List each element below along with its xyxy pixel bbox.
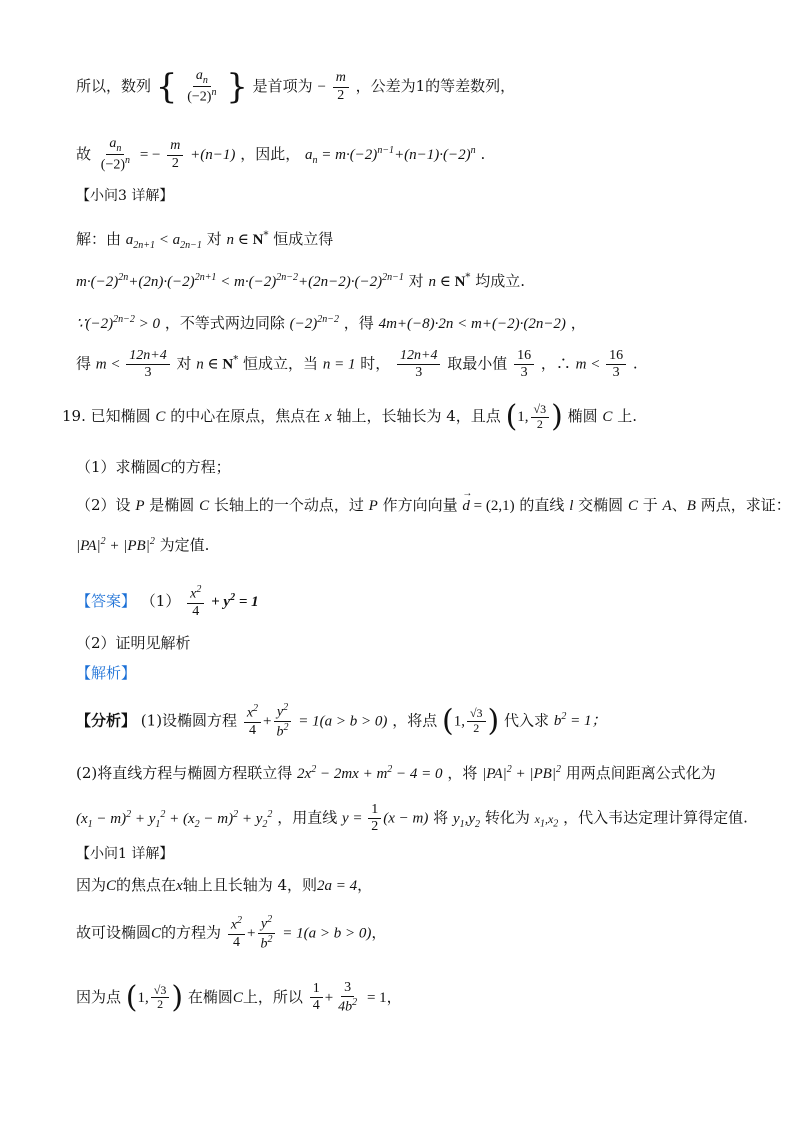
text: 的方程为 — [161, 923, 222, 942]
problem-19-statement — [62, 399, 637, 434]
text: 的中心在原点，焦点在 — [170, 407, 321, 425]
text: ，将 — [447, 764, 478, 782]
text: 转化为 — [484, 808, 530, 827]
math: $|PA|^2 + |PB|^2$ — [76, 536, 155, 554]
text: 的直线 — [519, 496, 565, 514]
text: ， — [371, 923, 387, 942]
paren-right: ) — [487, 703, 500, 739]
text: ， — [357, 876, 373, 894]
math: $(-2)^{2n-2}$ — [289, 314, 339, 332]
section-heading-3 — [76, 188, 173, 205]
math: 4m+(−8)·2n < m+(−2)·(2n−2) — [378, 316, 566, 332]
text: （2）证明见解析 — [76, 634, 191, 652]
fraction: $\frac{x^2}{4}$ — [228, 915, 245, 951]
math: $\because(-2)^{2n-2} > 0$ — [76, 314, 161, 332]
analysis-part-2-cont — [76, 802, 748, 835]
fraction: $\frac{3}{4b^2}$ — [338, 980, 358, 1015]
analysis-tag: 【解析】 — [76, 664, 137, 682]
brace-left: { — [155, 67, 178, 108]
math: n ∈ — [226, 232, 253, 248]
section-heading-1 — [76, 846, 173, 863]
fraction: $\frac{x^2}{4}$ — [244, 703, 261, 739]
analysis-part-2 — [76, 764, 716, 783]
text: (1)设椭圆方程 — [140, 711, 238, 730]
answer-2 — [76, 634, 191, 652]
math: C — [160, 460, 171, 476]
paren-right: ) — [551, 399, 563, 434]
text: 的方程； — [170, 458, 231, 476]
line-inequality — [76, 272, 525, 291]
paren-left: ( — [505, 399, 518, 434]
fraction: $\frac{16}{3}$ — [606, 348, 626, 381]
text: 交椭圆 — [578, 496, 624, 514]
math: * — [465, 272, 471, 283]
text: 得 — [76, 354, 92, 373]
math: C — [155, 409, 166, 425]
line-focus-axis — [76, 876, 372, 895]
fraction: $\frac{a_n}{(-2)^n}$ — [187, 68, 217, 105]
math: $a_n = m\cdot(-2)^{n-1}+(n-1)\cdot(-2)^n$ — [304, 145, 476, 167]
math: = − — [139, 147, 161, 164]
text: 对 — [206, 230, 222, 248]
paren-left: ( — [125, 979, 138, 1015]
fraction: $\frac{m}{2}$ — [167, 138, 183, 171]
math: = 1(a > b > 0) — [282, 925, 372, 942]
text: ， — [570, 314, 586, 332]
text: 将 — [433, 808, 449, 827]
line-divide — [76, 314, 586, 333]
text: 对 — [176, 354, 192, 373]
text: 故 — [76, 145, 92, 164]
text: （2）设 — [76, 496, 131, 514]
paren-right: ) — [171, 979, 184, 1015]
math: $(x_1 - m)^2 + y_1^2 + (x_2 - m)^2 + y_2^2$ — [76, 808, 273, 830]
minus-sign: − — [317, 79, 326, 96]
line-conclusion-m — [76, 348, 638, 381]
analysis-part-1 — [76, 702, 606, 741]
text: . — [632, 354, 638, 373]
text: ，得 — [343, 314, 374, 332]
math: 1, — [453, 713, 465, 730]
math: l — [569, 498, 574, 514]
fraction: $\frac{12n+4}{3}$ — [126, 348, 169, 381]
text: 对 — [408, 272, 424, 290]
math: + — [263, 713, 272, 730]
tag: 【分析】 — [76, 711, 137, 730]
math: n = 1 — [322, 356, 356, 373]
math: m < — [575, 356, 605, 373]
math: n ∈ — [196, 356, 223, 373]
fraction: $\frac{y^2}{b^2}$ — [274, 702, 292, 741]
math: + $y^2 = 1$ — [211, 591, 259, 610]
text: ，因此， — [240, 145, 301, 164]
text: 长轴上的一个动点，过 — [213, 496, 364, 514]
math: N — [454, 274, 466, 290]
math: y = — [341, 810, 367, 827]
text: 取最小值 — [447, 354, 508, 373]
math: N — [222, 356, 234, 373]
fraction: $\frac{12n+4}{3}$ — [397, 348, 440, 381]
text: （1） — [140, 591, 181, 610]
math: P — [135, 498, 145, 514]
answer-1 — [76, 584, 259, 620]
brace-right: } — [226, 67, 248, 108]
text: 于 — [642, 496, 658, 514]
fraction: $\frac{a_n}{(-2)^n}$ — [100, 136, 131, 173]
text: 轴上且长轴为 4，则 — [182, 876, 318, 894]
math: n ∈ — [428, 274, 455, 290]
math: = 1(a > b > 0) — [298, 713, 388, 730]
text: 因为点 — [76, 987, 122, 1006]
heading: 【小问1 详解】 — [76, 846, 174, 862]
line-point-on-ellipse — [76, 980, 402, 1016]
line-solve-start — [76, 230, 333, 252]
math: C — [151, 925, 162, 942]
text: 作方向向量 — [382, 496, 458, 514]
problem-19-part-1 — [76, 458, 231, 477]
text: 的焦点在 — [116, 876, 177, 894]
math: m < — [95, 356, 125, 373]
text: 轴上，长轴长为 4，且点 — [336, 407, 501, 425]
math: $x_1,x_2$ — [534, 811, 559, 829]
math: $2x^2 - 2mx + m^2 - 4 = 0$ — [297, 764, 443, 782]
text: 因为 — [76, 876, 107, 894]
text: 为定值. — [159, 536, 210, 554]
text: 在椭圆 — [187, 987, 233, 1006]
text: 均成立. — [475, 272, 525, 290]
math: $y_1,y_2$ — [452, 810, 481, 830]
problem-19-part-2 — [76, 496, 791, 515]
text: ，公差为1的等差数列， — [355, 77, 516, 96]
math: C — [627, 498, 638, 514]
math: $a_{2n+1} < a_{2n-1}$ — [125, 232, 202, 251]
fraction: $\frac{√3}{2}$ — [151, 984, 170, 1013]
fraction: $\frac{y^2}{b^2}$ — [258, 914, 276, 953]
line-general-term — [76, 136, 485, 174]
math: x — [325, 409, 332, 425]
math: $m\cdot(-2)^{2n}+(2n)\cdot(-2)^{2n+1} < m\cdot(-2)^{2n-2}+(2n-2)\cdot(-2)^{2n-1}$ — [76, 272, 404, 290]
fraction: $\frac{√3}{2}$ — [467, 707, 486, 736]
text: （1）求椭圆 — [76, 458, 161, 476]
fraction: $\frac{16}{3}$ — [514, 348, 534, 381]
answer-tag: 【答案】 — [76, 591, 137, 610]
math: C — [106, 878, 117, 894]
text: 解：由 — [76, 230, 122, 248]
math: C — [199, 498, 210, 514]
text: 上，所以 — [242, 987, 303, 1006]
text: ，∴ — [540, 354, 571, 373]
text: 时， — [360, 354, 391, 373]
heading: 【小问3 详解】 — [76, 188, 174, 204]
math: 1, — [517, 409, 529, 425]
paren-left: ( — [441, 703, 454, 739]
text: 椭圆 — [567, 407, 598, 425]
math: 1, — [137, 989, 149, 1006]
fraction: $\frac{x^2}{4}$ — [187, 584, 204, 620]
math: x — [176, 878, 183, 894]
text: 故可设椭圆 — [76, 923, 152, 942]
text: 上. — [617, 407, 637, 425]
math: * — [233, 354, 239, 366]
math: = 1 — [366, 989, 387, 1006]
line-arith-seq — [76, 68, 515, 106]
fraction: $\frac{1}{4}$ — [310, 981, 323, 1014]
fraction: $\frac{1}{2}$ — [368, 802, 381, 835]
text: 19. 已知椭圆 — [62, 407, 151, 425]
text: 恒成立得 — [273, 230, 334, 248]
text: ，代入韦达定理计算得定值. — [563, 808, 748, 827]
text: ，不等式两边同除 — [164, 314, 285, 332]
text: 两点，求证： — [700, 496, 791, 514]
math: C — [232, 989, 243, 1006]
math: B — [686, 498, 696, 514]
fraction: $\frac{m}{2}$ — [333, 70, 349, 103]
text: 恒成立，当 — [243, 354, 319, 373]
math: = (2,1) — [469, 498, 515, 514]
math: C — [602, 409, 613, 425]
problem-19-proof-target — [76, 536, 209, 555]
fraction: $\frac{√3}{2}$ — [531, 403, 550, 432]
text: 是首项为 — [252, 77, 313, 96]
line-ellipse-form — [76, 914, 386, 953]
math: + — [247, 925, 256, 942]
text: ，用直线 — [277, 808, 338, 827]
text: 用两点间距离公式化为 — [565, 764, 716, 782]
vector-d: → d — [462, 497, 470, 515]
math: N — [252, 232, 264, 248]
math: $b^2 = 1$； — [553, 711, 607, 730]
math: * — [263, 230, 269, 241]
text: 代入求 — [504, 711, 550, 730]
text: 、 — [671, 496, 687, 514]
text: ， — [386, 987, 402, 1006]
math: 2a = 4 — [317, 878, 358, 894]
text: (2)将直线方程与椭圆方程联立得 — [76, 764, 293, 782]
math: P — [368, 498, 378, 514]
text: ，将点 — [392, 711, 438, 730]
text: . — [480, 145, 486, 164]
text: 所以，数列 — [76, 77, 152, 96]
analysis-tag-line — [76, 664, 136, 682]
math: $|PA|^2 + |PB|^2$ — [482, 764, 561, 782]
math: + — [324, 989, 334, 1006]
text: 是椭圆 — [149, 496, 195, 514]
math: (x − m) — [383, 810, 429, 827]
math: +(n−1) — [190, 147, 236, 164]
math: A — [662, 498, 672, 514]
